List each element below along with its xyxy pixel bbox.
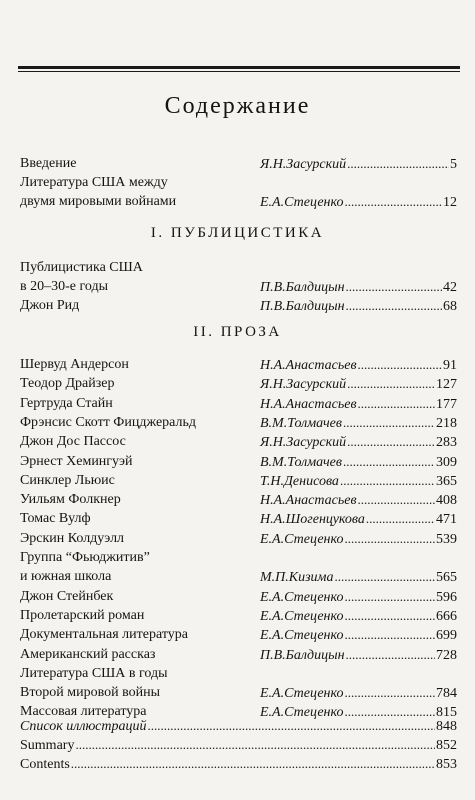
toc-entry[interactable]: [0, 683, 475, 703]
leader-dots: [345, 683, 436, 703]
leader-dots: [345, 587, 436, 607]
entry-title: Литература США в годы: [20, 665, 168, 681]
entry-page: 127: [436, 377, 457, 393]
entry-page: 309: [436, 454, 457, 470]
entry-page: 283: [436, 435, 457, 451]
entry-title: Томас Вулф: [20, 511, 91, 527]
entry-title: Джон Стейнбек: [20, 588, 114, 604]
toc-entry[interactable]: [0, 664, 475, 684]
entry-author: Е.А.Стеценко: [260, 628, 344, 644]
toc-entry[interactable]: [0, 432, 475, 452]
toc-entry-summary[interactable]: [0, 735, 475, 755]
top-rule-thick: [18, 66, 460, 69]
entry-page: 365: [436, 473, 457, 489]
entry-author: Н.А.Анастасьев: [260, 493, 357, 509]
entry-page: 565: [436, 570, 457, 586]
entry-page: 848: [436, 719, 457, 734]
entry-page: 12: [443, 195, 457, 210]
top-rule-thin: [18, 71, 460, 72]
entry-author: Е.А.Стеценко: [260, 531, 344, 547]
leader-dots: [358, 490, 435, 510]
leader-dots: [334, 567, 435, 587]
entry-author: Е.А.Стеценко: [260, 195, 344, 210]
toc-entry-illustrations[interactable]: [0, 716, 475, 736]
entry-page: 539: [436, 531, 457, 547]
entry-author: Н.А.Анастасьев: [260, 396, 357, 412]
entry-author: Н.А.Шогенцукова: [260, 512, 365, 528]
entry-title: Эрнест Хемингуэй: [20, 453, 133, 469]
entry-page: 596: [436, 589, 457, 605]
entry-title: Второй мировой войны: [20, 685, 161, 701]
entry-title: Фрэнсис Скотт Фицджеральд: [20, 414, 197, 430]
toc-entry[interactable]: [0, 548, 475, 568]
leader-dots: [346, 645, 435, 665]
entry-author: Е.А.Стеценко: [260, 686, 344, 702]
leader-dots: [345, 192, 443, 212]
entry-title: двумя мировыми войнами: [20, 194, 177, 209]
toc-entry[interactable]: [0, 567, 475, 587]
toc-entry-interwar-line2[interactable]: [0, 192, 475, 212]
toc-entry[interactable]: [0, 258, 475, 278]
entry-title: Summary: [20, 738, 75, 753]
page-title: Содержание: [164, 93, 311, 119]
entry-author: Я.Н.Засурский: [260, 157, 347, 172]
entry-page: 666: [436, 608, 457, 624]
entry-title: в 20–30-е годы: [20, 279, 109, 294]
toc-entry[interactable]: [0, 645, 475, 665]
entry-title: Contents: [20, 757, 70, 772]
leader-dots: [358, 394, 435, 414]
entry-title: Введение: [20, 156, 77, 171]
leader-dots: [347, 154, 449, 174]
leader-dots: [343, 452, 435, 472]
entry-page: 853: [436, 757, 457, 772]
entry-page: 42: [443, 280, 457, 295]
toc-entry[interactable]: [0, 490, 475, 510]
section-heading-journalism: I. ПУБЛИЦИСТИКА: [150, 225, 325, 241]
entry-page: 91: [443, 358, 457, 373]
leader-dots: [358, 355, 442, 375]
entry-title: Литература США между: [20, 175, 168, 190]
toc-entry[interactable]: [0, 413, 475, 433]
toc-entry[interactable]: [0, 625, 475, 645]
entry-title: Пролетарский роман: [20, 607, 145, 623]
entry-title: Список иллюстраций: [20, 719, 147, 734]
toc-entry[interactable]: [0, 471, 475, 491]
entry-title: Гертруда Стайн: [20, 395, 113, 411]
entry-title: Группа “Фьюджитив”: [20, 550, 150, 565]
entry-title: Массовая литература: [20, 704, 147, 720]
entry-page: 218: [436, 415, 457, 431]
entry-page: 408: [436, 493, 457, 509]
toc-entry[interactable]: [0, 509, 475, 529]
leader-dots: [345, 606, 436, 626]
leader-dots: [75, 735, 435, 755]
leader-dots: [366, 509, 435, 529]
toc-entry-intro[interactable]: [0, 154, 475, 174]
leader-dots: [340, 471, 435, 491]
entry-page: 68: [443, 299, 457, 314]
entry-title: Джон Дос Пассос: [20, 434, 126, 450]
leader-dots: [345, 529, 436, 549]
leader-dots: [347, 432, 435, 452]
leader-dots: [147, 716, 435, 736]
leader-dots: [346, 277, 442, 297]
leader-dots: [345, 625, 436, 645]
toc-entry[interactable]: [0, 296, 475, 316]
toc-entry[interactable]: [0, 277, 475, 297]
toc-entry-interwar-line1[interactable]: [0, 173, 475, 193]
entry-author: Я.Н.Засурский: [260, 377, 347, 393]
entry-page: 5: [450, 157, 457, 172]
entry-author: Я.Н.Засурский: [260, 435, 347, 451]
toc-entry-contents[interactable]: [0, 754, 475, 774]
entry-author: Т.Н.Денисова: [260, 473, 339, 489]
entry-page: 784: [436, 686, 457, 702]
entry-author: П.В.Балдицын: [260, 299, 345, 314]
entry-title: Теодор Драйзер: [20, 376, 115, 392]
entry-page: 815: [436, 705, 457, 721]
entry-title: Уильям Фолкнер: [20, 492, 121, 508]
entry-title: Эрскин Колдуэлл: [20, 530, 125, 546]
entry-author: П.В.Балдицын: [260, 647, 345, 663]
entry-author: Е.А.Стеценко: [260, 705, 344, 721]
entry-title: и южная школа: [20, 569, 112, 585]
toc-entry[interactable]: [0, 587, 475, 607]
entry-author: В.М.Толмачев: [260, 454, 342, 470]
toc-entry[interactable]: [0, 394, 475, 414]
entry-title: Американский рассказ: [20, 646, 156, 662]
leader-dots: [346, 296, 442, 316]
entry-page: 177: [436, 396, 457, 412]
entry-title: Джон Рид: [20, 298, 80, 313]
toc-entry[interactable]: [0, 606, 475, 626]
toc-entry[interactable]: [0, 374, 475, 394]
leader-dots: [71, 754, 435, 774]
entry-author: П.В.Балдицын: [260, 280, 345, 295]
toc-entry[interactable]: [0, 355, 475, 375]
entry-title: Публицистика США: [20, 260, 143, 275]
leader-dots: [347, 374, 435, 394]
toc-entry[interactable]: [0, 529, 475, 549]
entry-author: Е.А.Стеценко: [260, 589, 344, 605]
entry-page: 852: [436, 738, 457, 753]
entry-author: В.М.Толмачев: [260, 415, 342, 431]
section-heading-prose: II. ПРОЗА: [193, 324, 282, 340]
entry-title: Синклер Льюис: [20, 472, 115, 488]
toc-entry[interactable]: [0, 452, 475, 472]
entry-page: 728: [436, 647, 457, 663]
entry-author: Н.А.Анастасьев: [260, 358, 357, 373]
entry-author: Е.А.Стеценко: [260, 608, 344, 624]
entry-author: М.П.Кизима: [260, 570, 334, 586]
entry-title: Шервуд Андерсон: [20, 357, 129, 372]
entry-title: Документальная литература: [20, 627, 188, 643]
leader-dots: [343, 413, 435, 433]
entry-page: 471: [436, 512, 457, 528]
entry-page: 699: [436, 628, 457, 644]
